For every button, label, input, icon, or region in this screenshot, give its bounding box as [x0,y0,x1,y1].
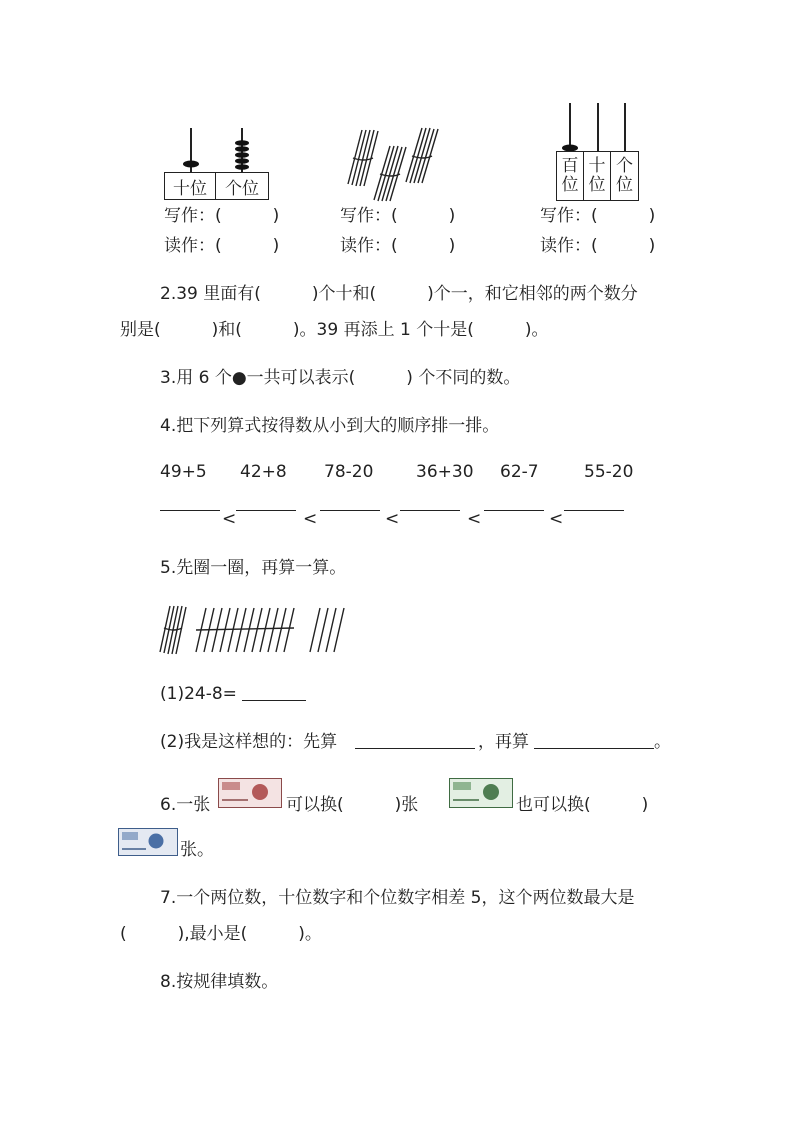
tens-place-label: 十 位 [584,152,611,200]
second-step-blank[interactable] [534,748,654,749]
order-blank-1[interactable] [160,510,220,511]
expression-6: 55-20 [584,462,634,482]
question-4: 4.把下列算式按得数从小到大的顺序排一排。 [160,416,500,436]
sub-question-1: (1)24-8= [160,684,237,704]
question-2-line-2: 别是( )和( )。39 再添上 1 个十是( )。 [120,320,549,340]
expression-2: 42+8 [240,462,287,482]
fourteen-loose-sticks [196,608,294,652]
100-yuan-note-image [218,778,282,808]
sub-question-2-middle: ，再算 [478,732,529,752]
tens-rod [597,103,599,151]
less-than-sign: < [385,509,400,529]
abacus-two-place [164,128,270,200]
sub-question-2-start: (2)我是这样想的：先算 [160,732,338,752]
bundle-2 [374,146,406,201]
question-6-end: 也可以换( ) [516,795,649,815]
tens-place-label: 十位 [165,173,216,199]
sub-question-2-end: 。 [654,732,671,752]
ones-place-label: 个 位 [616,156,633,195]
bundle-1 [348,130,378,186]
order-blank-5[interactable] [484,510,544,511]
question-6-start: 6.一张 [160,795,211,815]
write-answer-2[interactable]: 写作：( ) [340,206,456,226]
first-step-blank[interactable] [355,748,475,749]
expression-4: 36+30 [416,462,474,482]
expression-3: 78-20 [324,462,374,482]
four-loose-sticks [310,608,344,652]
question-6-tail: 张。 [180,840,214,860]
expression-1: 49+5 [160,462,207,482]
read-answer-3[interactable]: 读作：( ) [540,236,656,256]
hundreds-place-label: 百 位 [557,152,584,200]
read-answer-1[interactable]: 读作：( ) [164,236,280,256]
less-than-sign: < [222,509,237,529]
read-answer-2[interactable]: 读作：( ) [340,236,456,256]
place-value-table [164,172,269,200]
question-7-line-1: 7.一个两位数，十位数字和个位数字相差 5，这个两位数最大是 [160,888,635,908]
write-answer-1[interactable]: 写作：( ) [164,206,280,226]
place-value-table [556,151,639,201]
ones-place-label: 个位 [225,178,259,199]
order-blank-3[interactable] [320,510,380,511]
tens-beads [182,158,200,172]
less-than-sign: < [303,509,318,529]
ones-rod [624,103,626,151]
order-blank-2[interactable] [236,510,296,511]
order-blank-4[interactable] [400,510,460,511]
50-yuan-note-image [449,778,513,808]
less-than-sign: < [467,509,482,529]
ones-beads [233,140,251,172]
question-6-middle: 可以换( )张 [286,795,419,815]
bundle-3 [406,128,438,183]
expression-5: 62-7 [500,462,539,482]
question-3: 3.用 6 个●一共可以表示( ) 个不同的数。 [160,368,521,388]
10-yuan-note-image [118,828,178,856]
stick-bundles-image [340,124,450,204]
answer-blank-24-minus-8[interactable] [242,700,306,701]
question-2-line-1: 2.39 里面有( )个十和( )个一，和它相邻的两个数分 [160,284,638,304]
abacus-three-place [556,103,640,201]
order-blank-6[interactable] [564,510,624,511]
question-5: 5.先圈一圈，再算一算。 [160,558,347,578]
write-answer-3[interactable]: 写作：( ) [540,206,656,226]
less-than-sign: < [549,509,564,529]
question-7-line-2: ( ),最小是( )。 [120,924,322,944]
sticks-image [158,602,358,658]
question-8: 8.按规律填数。 [160,972,279,992]
bundle-of-ten [160,606,186,654]
